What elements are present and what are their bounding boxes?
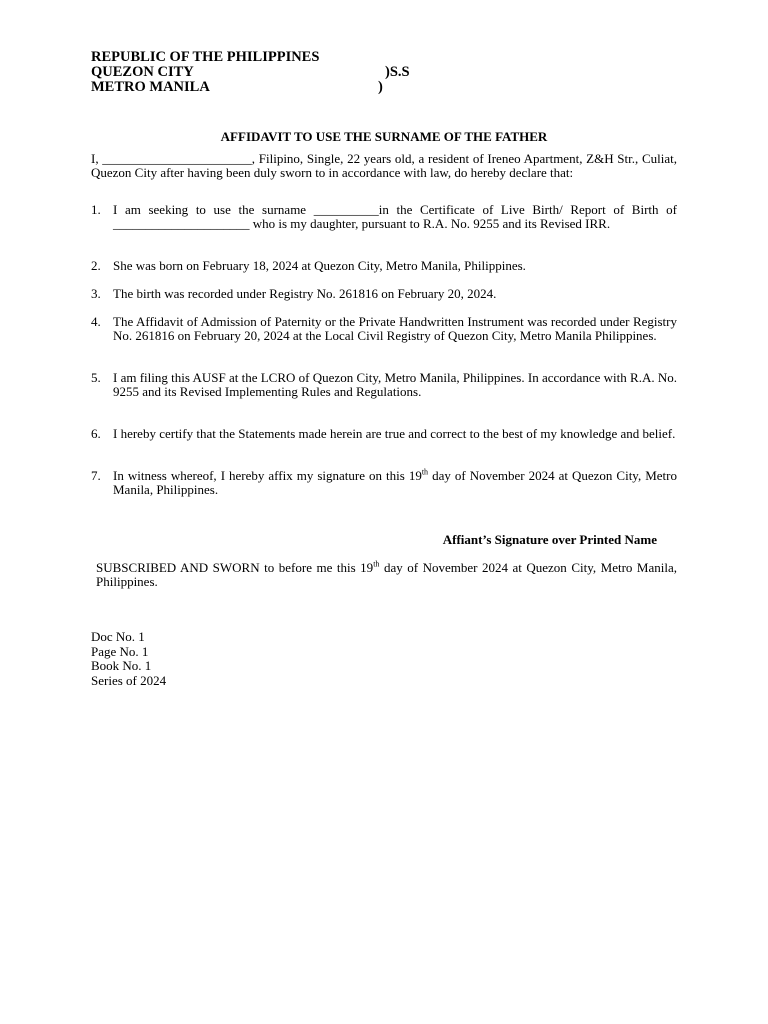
item-text bbox=[113, 469, 677, 497]
header-paren-marker: ) bbox=[378, 79, 383, 95]
item-text: I am filing this AUSF at the LCRO of Quezon City, Metro Manila, Philippines. In accordance with R.A. No. 9255 and its Revised Implementing Rules and Regulations. bbox=[113, 370, 677, 399]
book-number: Book No. 1 bbox=[91, 658, 152, 673]
doc-number: Doc No. 1 bbox=[91, 629, 145, 644]
jurat-text-part: day of November 2024 at Quezon City, Metro Manila, Philippines. bbox=[96, 560, 678, 589]
list-item bbox=[91, 287, 677, 301]
header-ss-marker: )S.S bbox=[385, 64, 410, 80]
list-item bbox=[91, 315, 677, 343]
item-number: 7. bbox=[91, 468, 101, 483]
item-text: The birth was recorded under Registry No. 261816 on February 20, 2024. bbox=[113, 286, 497, 301]
item-text: The Affidavit of Admission of Paternity or the Private Handwritten Instrument was recorded under Registry No. 261816 on February 20, 2024 at the Local Civil Registry of Quezon City, Metro Manila Philippines. bbox=[113, 314, 677, 343]
ordinal-suffix: th bbox=[373, 559, 380, 569]
item-number: 5. bbox=[91, 370, 101, 385]
header-republic-text: REPUBLIC OF THE PHILIPPINES bbox=[91, 49, 320, 65]
notarial-doc-info bbox=[91, 630, 166, 688]
header-metro-text: METRO MANILA bbox=[91, 79, 210, 95]
list-item bbox=[91, 469, 677, 497]
header-line-republic bbox=[91, 50, 319, 65]
item-number: 4. bbox=[91, 314, 101, 329]
list-item bbox=[91, 203, 677, 231]
document-header bbox=[91, 49, 410, 95]
item-number: 6. bbox=[91, 426, 101, 441]
item-text-part: day of November 2024 at Quezon City, Metro Manila, Philippines. bbox=[113, 468, 677, 497]
header-line-metro bbox=[91, 79, 383, 95]
item-number: 3. bbox=[91, 286, 101, 301]
item-text: She was born on February 18, 2024 at Quezon City, Metro Manila, Philippines. bbox=[113, 258, 526, 273]
item-text-part: In witness whereof, I hereby affix my signature on this 19 bbox=[113, 468, 422, 483]
list-item bbox=[91, 259, 677, 273]
header-line-city bbox=[91, 64, 410, 80]
affiant-signature-label: Affiant’s Signature over Printed Name bbox=[442, 532, 657, 547]
series-year: Series of 2024 bbox=[91, 672, 167, 688]
item-text: I am seeking to use the surname __________in the Certificate of Live Birth/ Report of Birth of _____________________ who is my daughter, pursuant to R.A. No. 9255 and its Revised IRR. bbox=[113, 202, 677, 231]
item-text: I hereby certify that the Statements made herein are true and correct to the best of my knowledge and belief. bbox=[113, 426, 676, 441]
jurat-text-part: SUBSCRIBED AND SWORN to before me this 19 bbox=[96, 560, 374, 575]
intro-paragraph: I, _______________________, Filipino, Single, 22 years old, a resident of Ireneo Apartment, Z&H Str., Culiat, Quezon City after having been duly sworn to in accordance with law, do hereby declare that: bbox=[91, 151, 677, 180]
document-title: AFFIDAVIT TO USE THE SURNAME OF THE FATHER bbox=[220, 129, 548, 144]
list-item bbox=[91, 371, 677, 399]
item-number: 2. bbox=[91, 258, 101, 273]
header-city-text: QUEZON CITY bbox=[91, 64, 194, 80]
item-number: 1. bbox=[91, 202, 101, 217]
ordinal-suffix: th bbox=[421, 467, 429, 477]
jurat-paragraph bbox=[96, 561, 677, 589]
list-item bbox=[91, 427, 677, 441]
page-number: Page No. 1 bbox=[91, 643, 149, 659]
